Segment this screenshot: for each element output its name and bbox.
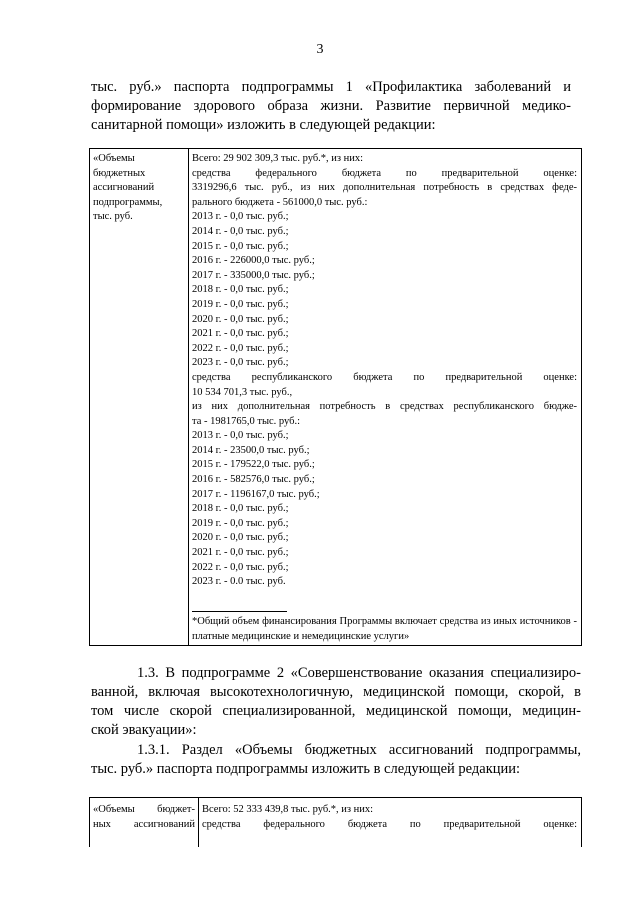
table2-left-line: «Объемы бюджет- bbox=[93, 804, 195, 815]
paragraph-line: ской эвакуации»: bbox=[91, 722, 197, 738]
republic-line-4: та - 1981765,0 тыс. руб.: bbox=[192, 415, 301, 427]
republic-year: 2016 г. - 582576,0 тыс. руб.; bbox=[192, 474, 315, 486]
federal-year: 2021 г. - 0,0 тыс. руб.; bbox=[192, 328, 289, 340]
table2-left-line: ных ассигнований bbox=[93, 818, 195, 830]
paragraph-line: том числе скорой специализированной, медицинской помощи, медицин- bbox=[91, 703, 581, 719]
federal-year: 2013 г. - 0,0 тыс. руб.; bbox=[192, 211, 289, 223]
federal-year: 2015 г. - 0,0 тыс. руб.; bbox=[192, 240, 289, 252]
federal-line-3: рального бюджета - 561000,0 тыс. руб.: bbox=[192, 196, 368, 208]
paragraph-line: тыс. руб.» паспорта подпрограммы изложить в следующей редакции: bbox=[91, 761, 521, 777]
paragraph-line: 1.3. В подпрограмме 2 «Совершенствование оказания специализиро- bbox=[137, 665, 581, 681]
federal-year: 2018 г. - 0,0 тыс. руб.; bbox=[192, 284, 289, 296]
republic-line-3: из них дополнительная потребность в средствах республиканского бюдже- bbox=[192, 401, 577, 413]
federal-year: 2017 г. - 335000,0 тыс. руб.; bbox=[192, 269, 315, 281]
footnote: *Общий объем финансирования Программы включает средства из иных источников - платные медицинские и немедицинские услуги» bbox=[192, 616, 577, 642]
federal-year: 2023 г. - 0,0 тыс. руб.; bbox=[192, 357, 289, 369]
republic-year: 2021 г. - 0,0 тыс. руб.; bbox=[192, 547, 289, 559]
republic-year: 2023 г. - 0.0 тыс. руб. bbox=[192, 576, 286, 588]
paragraph-1-3 bbox=[91, 664, 581, 740]
republic-year: 2020 г. - 0,0 тыс. руб.; bbox=[192, 532, 289, 544]
federal-year: 2022 г. - 0,0 тыс. руб.; bbox=[192, 342, 289, 354]
table1-left-cell: «Объемы бюджетных ассигнований подпрограммы, тыс. руб. bbox=[93, 153, 163, 223]
table2-left-cell bbox=[93, 803, 195, 832]
federal-line-1: средства федерального бюджета по предварительной оценке: bbox=[192, 167, 577, 179]
republic-year: 2019 г. - 0,0 тыс. руб.; bbox=[192, 517, 289, 529]
federal-year: 2016 г. - 226000,0 тыс. руб.; bbox=[192, 255, 315, 267]
republic-line-1: средства республиканского бюджета по предварительной оценке: bbox=[192, 371, 577, 383]
table2-right-cell bbox=[202, 803, 577, 832]
footnote-separator bbox=[192, 611, 287, 612]
republic-year: 2014 г. - 23500,0 тыс. руб.; bbox=[192, 444, 310, 456]
federal-year: 2020 г. - 0,0 тыс. руб.; bbox=[192, 313, 289, 325]
republic-line-2: 10 534 701,3 тыс. руб., bbox=[192, 386, 293, 398]
republic-year: 2015 г. - 179522,0 тыс. руб.; bbox=[192, 459, 315, 471]
republic-year: 2022 г. - 0,0 тыс. руб.; bbox=[192, 561, 289, 573]
table1-right-cell bbox=[192, 152, 577, 590]
republic-year: 2018 г. - 0,0 тыс. руб.; bbox=[192, 503, 289, 515]
intro-paragraph: тыс. руб.» паспорта подпрограммы 1 «Профилактика заболеваний и формирование здорового образа жизни. Развитие первичной медико-санитарной помощи» изложить в следующей редакции: bbox=[91, 79, 571, 133]
paragraph-line: 1.3.1. Раздел «Объемы бюджетных ассигнований подпрограммы, bbox=[137, 742, 581, 758]
paragraph-1-3-1 bbox=[91, 741, 581, 779]
table2-total-line: Всего: 52 333 439,8 тыс. руб.*, из них: bbox=[202, 804, 374, 815]
table2-federal-line: средства федерального бюджета по предварительной оценке: bbox=[202, 818, 577, 830]
page-number: 3 bbox=[316, 42, 324, 57]
republic-year: 2017 г. - 1196167,0 тыс. руб.; bbox=[192, 488, 320, 500]
federal-year: 2019 г. - 0,0 тыс. руб.; bbox=[192, 298, 289, 310]
federal-line-2: 3319296,6 тыс. руб., из них дополнительная потребность в средствах феде- bbox=[192, 182, 577, 194]
federal-year: 2014 г. - 0,0 тыс. руб.; bbox=[192, 225, 289, 237]
total-line: Всего: 29 902 309,3 тыс. руб.*, из них: bbox=[192, 153, 364, 164]
paragraph-line: ванной, включая высокотехнологичную, медицинской помощи, скорой, в bbox=[91, 684, 581, 700]
republic-year: 2013 г. - 0,0 тыс. руб.; bbox=[192, 430, 289, 442]
